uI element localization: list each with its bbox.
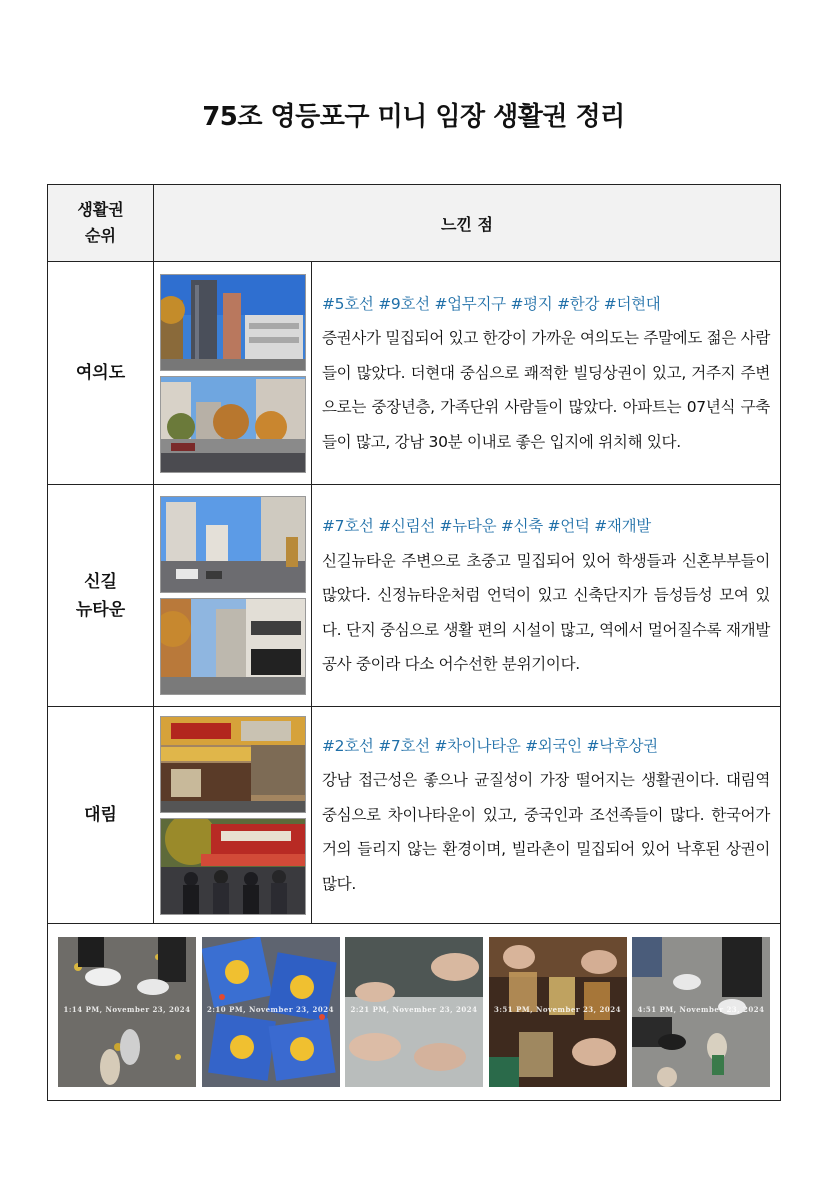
photo-strip (48, 937, 780, 1087)
rank-header (48, 185, 154, 262)
description-text: 증권사가 밀집되어 있고 한강이 가까운 여의도는 주말에도 젊은 사람들이 많았다. 더현대 중심으로 쾌적한 빌딩상권이 있고, 거주지 주변으로는 중장년층, 가족단위 사람들이 많았다. 아파트는 07년식 구축들이 많고, 강남 30분 이내로 좋은 입지에 위치해 있다. (322, 329, 770, 451)
table-header-row (48, 185, 781, 262)
shop-signs-photo (160, 716, 306, 813)
area-cell (48, 485, 154, 707)
photo-timestamp: 2:21 PM, November 23, 2024 (350, 1005, 478, 1014)
hashtags: #5호선 #9호선 #업무지구 #평지 #한강 #더현대 (322, 294, 661, 313)
area-line2: 뉴타운 (75, 599, 126, 620)
shop-street-photo (160, 598, 306, 695)
hands-on-table-photo (345, 937, 483, 1087)
notes-header: 느낀 점 (154, 185, 781, 262)
neighborhood-table (47, 184, 781, 1101)
page-title: 75조 영등포구 미니 임장 생활권 정리 (202, 102, 625, 132)
photo-timestamp: 4:51 PM, November 23, 2024 (637, 1005, 765, 1014)
street-photo (160, 376, 306, 473)
tower-photo (160, 274, 306, 371)
photo-timestamp: 2:10 PM, November 23, 2024 (206, 1005, 335, 1014)
photo-cell (154, 262, 312, 485)
area-line1: 신길 (84, 571, 117, 592)
drinks-toast-photo (489, 937, 627, 1087)
shoes-pavement-photo (632, 937, 770, 1087)
photo-strip-cell (48, 924, 781, 1101)
area-cell: 여의도 (48, 262, 154, 485)
description-cell (312, 707, 781, 924)
description-cell (312, 485, 781, 707)
description-text: 신길뉴타운 주변으로 초중고 밀집되어 있어 학생들과 신혼부부들이 많았다. 신정뉴타운처럼 언덕이 있고 신축단지가 듬성듬성 모여 있다. 단지 중심으로 생활 편의 시설이 많고, 역에서 멀어질수록 재개발 공사 중이라 다소 어수선한 분위기이다. (322, 551, 770, 674)
photo-cell (154, 485, 312, 707)
photo-cell (154, 707, 312, 924)
table-row (48, 707, 781, 924)
snack-bags-photo (202, 937, 340, 1087)
photo-timestamp: 1:14 PM, November 23, 2024 (63, 1005, 191, 1014)
area-cell: 대림 (48, 707, 154, 924)
rank-header-line1: 생활권 (77, 200, 124, 219)
table-row (48, 262, 781, 485)
hashtags: #2호선 #7호선 #차이나타운 #외국인 #낙후상권 (322, 736, 658, 755)
photo-strip-row (48, 924, 781, 1101)
chinatown-crowd-photo (160, 818, 306, 915)
table-row (48, 485, 781, 707)
hashtags: #7호선 #신림선 #뉴타운 #신축 #언덕 #재개발 (322, 517, 651, 536)
description-cell (312, 262, 781, 485)
photo-timestamp: 3:51 PM, November 23, 2024 (493, 1005, 622, 1014)
feet-on-leaves-photo (58, 937, 196, 1087)
rank-header-line2: 순위 (85, 226, 116, 245)
apartment-road-photo (160, 496, 306, 593)
description-text: 강남 접근성은 좋으나 균질성이 가장 떨어지는 생활권이다. 대림역 중심으로 차이나타운이 있고, 중국인과 조선족들이 많다. 한국어가 거의 들리지 않는 환경이며, 빌라촌이 밀집되어 있어 낙후된 상권이 많다. (322, 771, 770, 893)
